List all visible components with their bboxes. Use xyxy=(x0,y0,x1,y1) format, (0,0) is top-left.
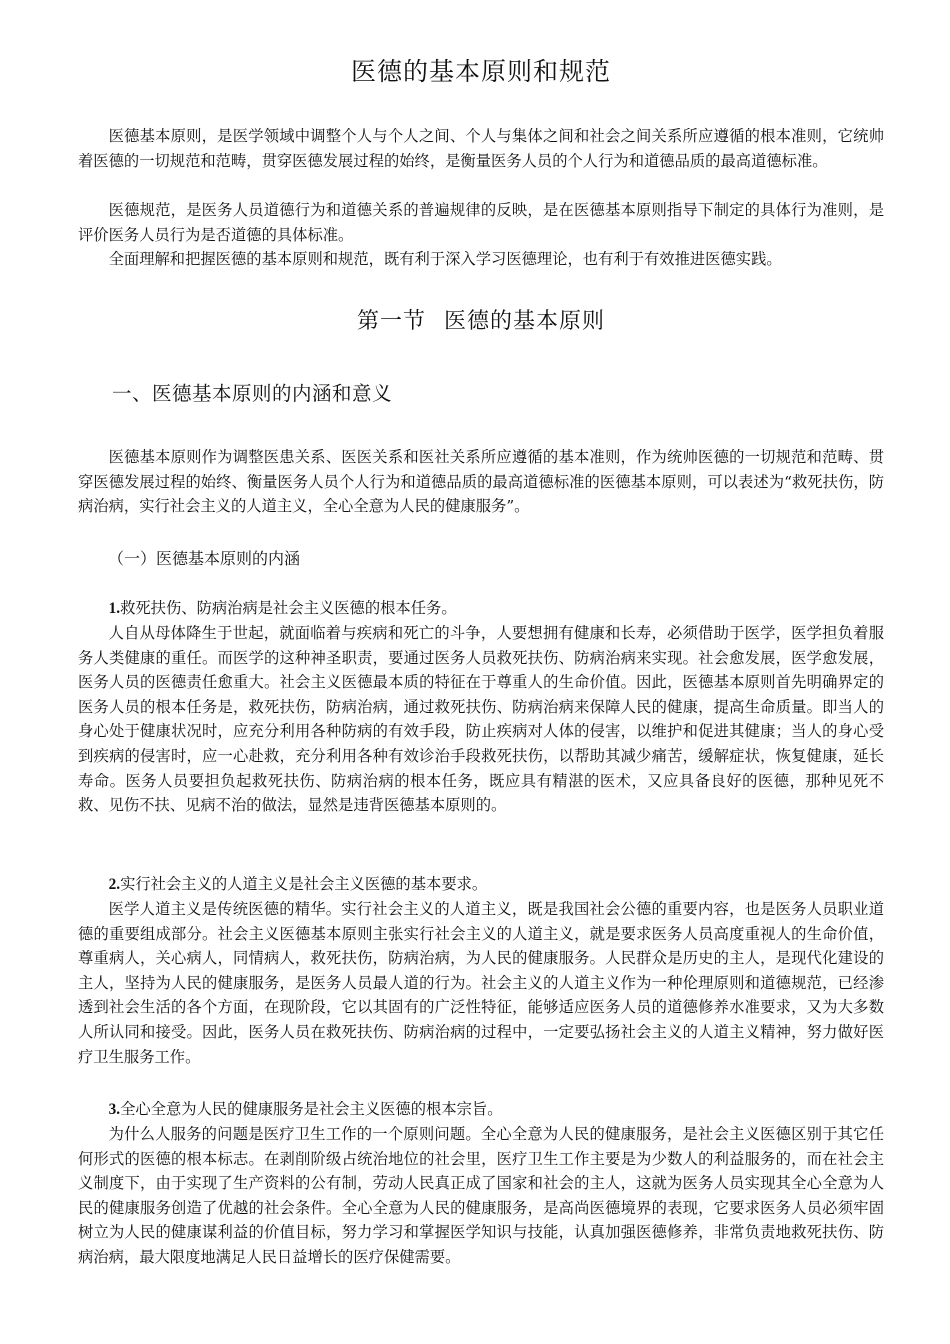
item-2-title-text: 实行社会主义的人道主义是社会主义医德的基本要求。 xyxy=(120,875,488,893)
document-title: 医德的基本原则和规范 xyxy=(350,57,611,86)
item-3-number: 3. xyxy=(108,1101,121,1118)
heading-level-2: （一）医德基本原则的内涵 xyxy=(108,549,301,568)
item-2-number: 2. xyxy=(108,876,121,893)
intro-paragraph-2: 医德规范，是医务人员道德行为和道德关系的普遍规律的反映，是在医德基本原则指导下制定的具体行为准则，是评价医务人员行为是否道德的具体标准。 xyxy=(78,201,884,244)
item-3-title-text: 全心全意为人民的健康服务是社会主义医德的根本宗旨。 xyxy=(120,1100,503,1118)
item-1-title xyxy=(78,596,884,622)
item-1-title-text: 救死扶伤、防病治病是社会主义医德的根本任务。 xyxy=(120,599,457,617)
item-1-number: 1. xyxy=(108,600,121,617)
item-2-title xyxy=(78,872,884,898)
item-3-title xyxy=(78,1097,884,1123)
section-number: 第一节 xyxy=(356,309,426,334)
section-name: 医德的基本原则 xyxy=(444,309,606,334)
section-title xyxy=(78,304,884,335)
item-1-body: 人自从母体降生于世起，就面临着与疾病和死亡的斗争，人要想拥有健康和长寿，必须借助于医学，医学担负着服务人类健康的重任。而医学的这种神圣职责，要通过医务人员救死扶伤、防病治病来实现。社会愈发展，医学愈发展，医务人员的医德责任愈重大。社会主义医德最本质的特征在于尊重人的生命价值。因此，医德基本原则首先明确界定的医务人员的根本任务是，救死扶伤，防病治病，通过救死扶伤、防病治病来保障人民的健康，提高生命质量。即当人的身心处于健康状况时，应充分利用各种防病的有效手段，防止疾病对人体的侵害，以维护和促进其健康；当人的身心受到疾病的侵害时，应一心赴救，充分利用各种有效诊治手段救死扶伤，以帮助其减少痛苦，缓解症状，恢复健康，延长寿命。医务人员要担负起救死扶伤、防病治病的根本任务，既应具有精湛的医术，又应具备良好的医德，那种见死不救、见伤不扶、见病不治的做法，显然是违背医德基本原则的。 xyxy=(78,624,884,815)
intro-paragraph-1: 医德基本原则，是医学领域中调整个人与个人之间、个人与集体之间和社会之间关系所应遵循的根本准则，它统帅着医德的一切规范和范畴，贯穿医德发展过程的始终，是衡量医务人员的个人行为和道德品质的最高道德标准。 xyxy=(78,127,884,170)
heading-level-1: 一、医德基本原则的内涵和意义 xyxy=(112,382,393,405)
intro-paragraph-3: 全面理解和把握医德的基本原则和规范，既有利于深入学习医德理论，也有利于有效推进医德实践。 xyxy=(108,250,782,268)
item-3-body: 为什么人服务的问题是医疗卫生工作的一个原则问题。全心全意为人民的健康服务，是社会主义医德区别于其它任何形式的医德的根本标志。在剥削阶级占统治地位的社会里，医疗卫生工作主要是为少数人的利益服务的，而在社会主义制度下，由于实现了生产资料的公有制，劳动人民真正成了国家和社会的主人，这就为医务人员实现其全心全意为人民的健康服务创造了优越的社会条件。全心全意为人民的健康服务，是高尚医德境界的表现，它要求医务人员必须牢固树立为人民的健康谋利益的价值目标，努力学习和掌握医学知识与技能，认真加强医德修养，非常负责地救死扶伤、防病治病，最大限度地满足人民日益增长的医疗保健需要。 xyxy=(78,1125,884,1266)
item-2-body: 医学人道主义是传统医德的精华。实行社会主义的人道主义，既是我国社会公德的重要内容，也是医务人员职业道德的重要组成部分。社会主义医德基本原则主张实行社会主义的人道主义，就是要求医务人员高度重视人的生命价值，尊重病人，关心病人，同情病人，救死扶伤，防病治病，为人民的健康服务。人民群众是历史的主人，是现代化建设的主人，坚持为人民的健康服务，是医务人员最人道的行为。社会主义的人道主义作为一种伦理原则和道德规范，已经渗透到社会生活的各个方面，在现阶段，它以其固有的广泛性特征，能够适应医务人员的道德修养水准要求，又为大多数人所认同和接受。因此，医务人员在救死扶伤、防病治病的过程中，一定要弘扬社会主义的人道主义精神，努力做好医疗卫生服务工作。 xyxy=(78,900,884,1066)
heading1-paragraph: 医德基本原则作为调整医患关系、医医关系和医社关系所应遵循的基本准则，作为统帅医德的一切规范和范畴、贯穿医德发展过程的始终、衡量医务人员个人行为和道德品质的最高道德标准的医德基本原则，可以表述为“救死扶伤，防病治病，实行社会主义的人道主义，全心全意为人民的健康服务”。 xyxy=(78,448,884,516)
